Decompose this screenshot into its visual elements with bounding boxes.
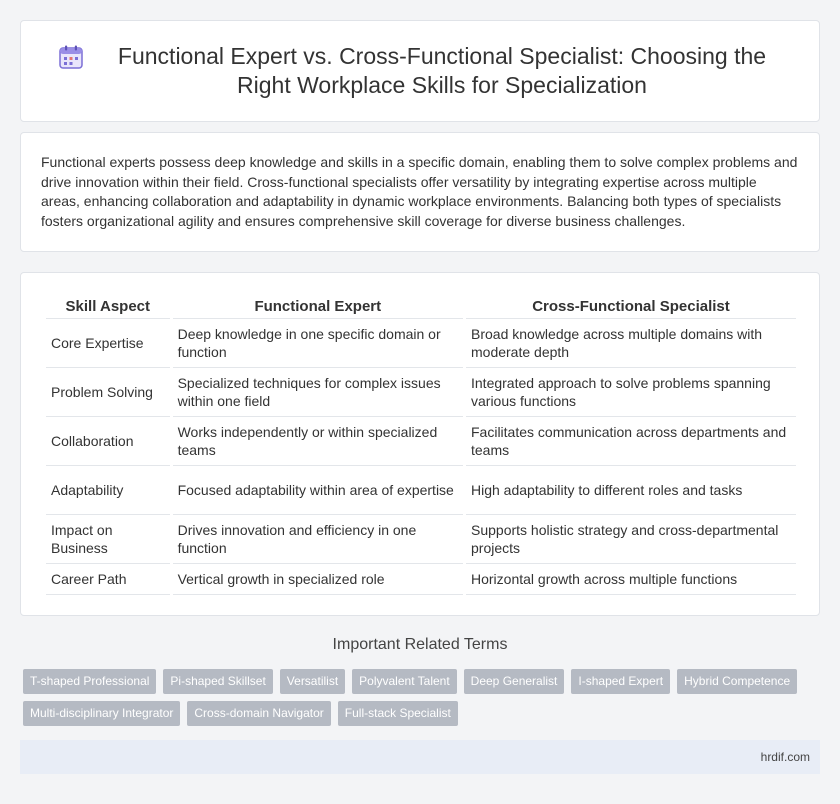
footer [20, 740, 820, 774]
table-cell: Specialized techniques for complex issues within one field [173, 368, 463, 417]
page-title: Functional Expert vs. Cross-Functional Specialist: Choosing the Right Workplace Skills for Specialization [117, 43, 767, 98]
term-tag[interactable]: Versatilist [280, 669, 345, 694]
term-tag[interactable]: Full-stack Specialist [338, 701, 458, 726]
table-cell: Collaboration [46, 417, 170, 466]
table-cell: Vertical growth in specialized role [173, 564, 463, 595]
table-row [46, 417, 796, 466]
table-row [46, 319, 796, 368]
table-header-row [46, 293, 796, 319]
term-tag[interactable]: I-shaped Expert [571, 669, 670, 694]
table-cell: Impact on Business [46, 515, 170, 564]
term-tag[interactable]: Pi-shaped Skillset [163, 669, 272, 694]
term-tag[interactable]: Deep Generalist [464, 669, 565, 694]
term-tag[interactable]: Polyvalent Talent [352, 669, 457, 694]
table-row [46, 564, 796, 595]
table-cell: Broad knowledge across multiple domains with moderate depth [466, 319, 796, 368]
table-cell: Facilitates communication across departments and teams [466, 417, 796, 466]
term-tag[interactable]: Multi-disciplinary Integrator [23, 701, 180, 726]
term-tag[interactable]: T-shaped Professional [23, 669, 156, 694]
comparison-card [20, 272, 820, 616]
footer-site-link[interactable]: hrdif.com [760, 750, 810, 764]
calendar-icon [58, 44, 84, 70]
table-cell: Problem Solving [46, 368, 170, 417]
intro-paragraph: Functional experts possess deep knowledge and skills in a specific domain, enabling them to solve complex problems and drive innovation within their field. Cross-functional specialists offer versatility by integrating expertise across multiple areas, enhancing collaboration and adaptability in dynamic workplace environments. Balancing both types of specialists fosters organizational agility and ensures comprehensive skill coverage for diverse business challenges. [41, 154, 798, 229]
term-tag[interactable]: Cross-domain Navigator [187, 701, 330, 726]
comparison-table [43, 293, 799, 595]
title-wrap [28, 42, 812, 100]
intro-card [20, 132, 820, 252]
table-cell: Horizontal growth across multiple functions [466, 564, 796, 595]
header-functional-expert: Functional Expert [173, 293, 463, 319]
table-cell: Focused adaptability within area of expertise [173, 466, 463, 515]
header-skill-aspect: Skill Aspect [46, 293, 170, 319]
related-terms-list [23, 669, 823, 733]
table-cell: Drives innovation and efficiency in one function [173, 515, 463, 564]
term-tag[interactable]: Hybrid Competence [677, 669, 797, 694]
table-cell: Adaptability [46, 466, 170, 515]
table-cell: Supports holistic strategy and cross-departmental projects [466, 515, 796, 564]
title-card [20, 20, 820, 122]
table-cell: Deep knowledge in one specific domain or function [173, 319, 463, 368]
table-cell: Core Expertise [46, 319, 170, 368]
table-cell: Works independently or within specialized teams [173, 417, 463, 466]
table-cell: Career Path [46, 564, 170, 595]
table-row [46, 515, 796, 564]
table-row [46, 466, 796, 515]
related-terms-title: Important Related Terms [332, 636, 508, 653]
table-cell: Integrated approach to solve problems spanning various functions [466, 368, 796, 417]
table-cell: High adaptability to different roles and tasks [466, 466, 796, 515]
header-cross-functional: Cross-Functional Specialist [466, 293, 796, 319]
table-row [46, 368, 796, 417]
